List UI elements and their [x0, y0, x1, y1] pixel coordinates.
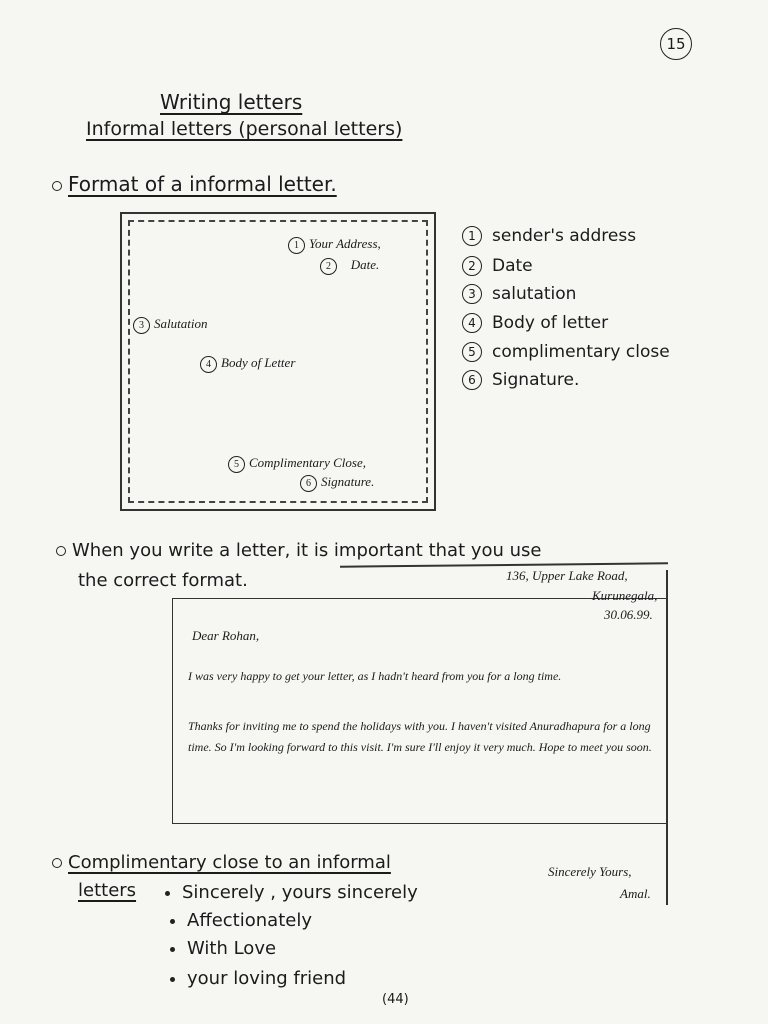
number-circle-icon: 3 — [133, 317, 150, 334]
parts-list-label: complimentary close — [492, 342, 670, 362]
letter-close: Sincerely Yours, — [548, 864, 632, 879]
bullet-dot-icon — [170, 947, 175, 952]
parts-list-item — [462, 226, 636, 246]
page-title: Writing letters — [160, 90, 303, 114]
letter-paragraph-1: I was very happy to get your letter, as I hadn't heard from you for a long time. — [188, 669, 562, 683]
number-circle-icon: 2 — [320, 258, 337, 275]
bullet-dot-icon — [165, 891, 170, 896]
section-format-heading — [52, 172, 337, 196]
letter-address-line2: Kurunegala, — [592, 588, 658, 603]
close-item-text: Sincerely , yours sincerely — [182, 882, 418, 903]
page-number: 15 — [660, 28, 692, 60]
format-note-line1: When you write a letter, it is important that you use — [72, 540, 542, 561]
number-circle-icon: 6 — [462, 370, 482, 390]
diagram-signature — [300, 474, 374, 492]
format-note-line2: the correct format. — [78, 570, 248, 591]
close-heading-line1: Complimentary close to an informal — [68, 852, 391, 873]
number-circle-icon: 2 — [462, 256, 482, 276]
diagram-body-text: Body of Letter — [221, 355, 296, 370]
parts-list-item — [462, 342, 670, 362]
letter-signature: Amal. — [620, 886, 651, 901]
number-circle-icon: 6 — [300, 475, 317, 492]
diagram-salutation — [133, 316, 207, 334]
number-circle-icon: 1 — [462, 226, 482, 246]
diagram-date — [320, 257, 379, 275]
parts-list-item — [462, 256, 533, 276]
number-circle-icon: 4 — [200, 356, 217, 373]
bullet-icon — [52, 858, 62, 868]
parts-list-label: Signature. — [492, 370, 580, 390]
close-item-text: With Love — [187, 938, 277, 959]
diagram-signature-text: Signature. — [321, 474, 375, 489]
number-circle-icon: 4 — [462, 313, 482, 333]
number-circle-icon: 5 — [462, 342, 482, 362]
number-circle-icon: 3 — [462, 284, 482, 304]
diagram-close-text: Complimentary Close, — [249, 455, 366, 470]
letter-right-border — [666, 570, 668, 905]
bullet-icon — [56, 546, 66, 556]
parts-list-label: sender's address — [492, 226, 637, 246]
close-item-text: Affectionately — [187, 910, 312, 931]
diagram-close — [228, 455, 366, 473]
diagram-body — [200, 355, 295, 373]
diagram-salutation-text: Salutation — [154, 316, 208, 331]
close-list-item — [170, 968, 346, 989]
letter-top-border — [340, 562, 668, 567]
page-subtitle: Informal letters (personal letters) — [86, 118, 403, 140]
diagram-address — [288, 236, 381, 254]
bullet-icon — [52, 181, 62, 191]
close-list-item — [170, 910, 312, 931]
parts-list-label: salutation — [492, 284, 577, 304]
diagram-address-text: Your Address, — [309, 236, 381, 251]
bullet-dot-icon — [170, 977, 175, 982]
close-item-text: your loving friend — [187, 968, 347, 989]
bullet-dot-icon — [170, 919, 175, 924]
letter-paragraph-2: Thanks for inviting me to spend the holidays with you. I haven't visited Anuradhapura for a long time. So I'm looking forward to this visit. I'm sure I'll enjoy it very much. Hope to meet you soon. — [188, 719, 652, 754]
letter-date: 30.06.99. — [604, 607, 653, 622]
close-list-item — [170, 938, 276, 959]
parts-list-item — [462, 313, 608, 333]
close-list-item — [165, 882, 418, 903]
parts-list-label: Body of letter — [492, 313, 609, 333]
letter-salutation: Dear Rohan, — [192, 628, 260, 643]
letter-address-line1: 136, Upper Lake Road, — [506, 568, 628, 583]
footer-number: (44) — [382, 992, 409, 1007]
number-circle-icon: 1 — [288, 237, 305, 254]
parts-list-item — [462, 284, 576, 304]
section-close-heading — [52, 852, 391, 873]
close-heading-line2: letters — [78, 880, 137, 901]
parts-list-label: Date — [492, 256, 533, 276]
number-circle-icon: 5 — [228, 456, 245, 473]
diagram-date-text: Date. — [350, 257, 380, 272]
parts-list-item — [462, 370, 579, 390]
section-format-note — [56, 540, 542, 561]
format-heading-text: Format of a informal letter. — [68, 172, 337, 196]
